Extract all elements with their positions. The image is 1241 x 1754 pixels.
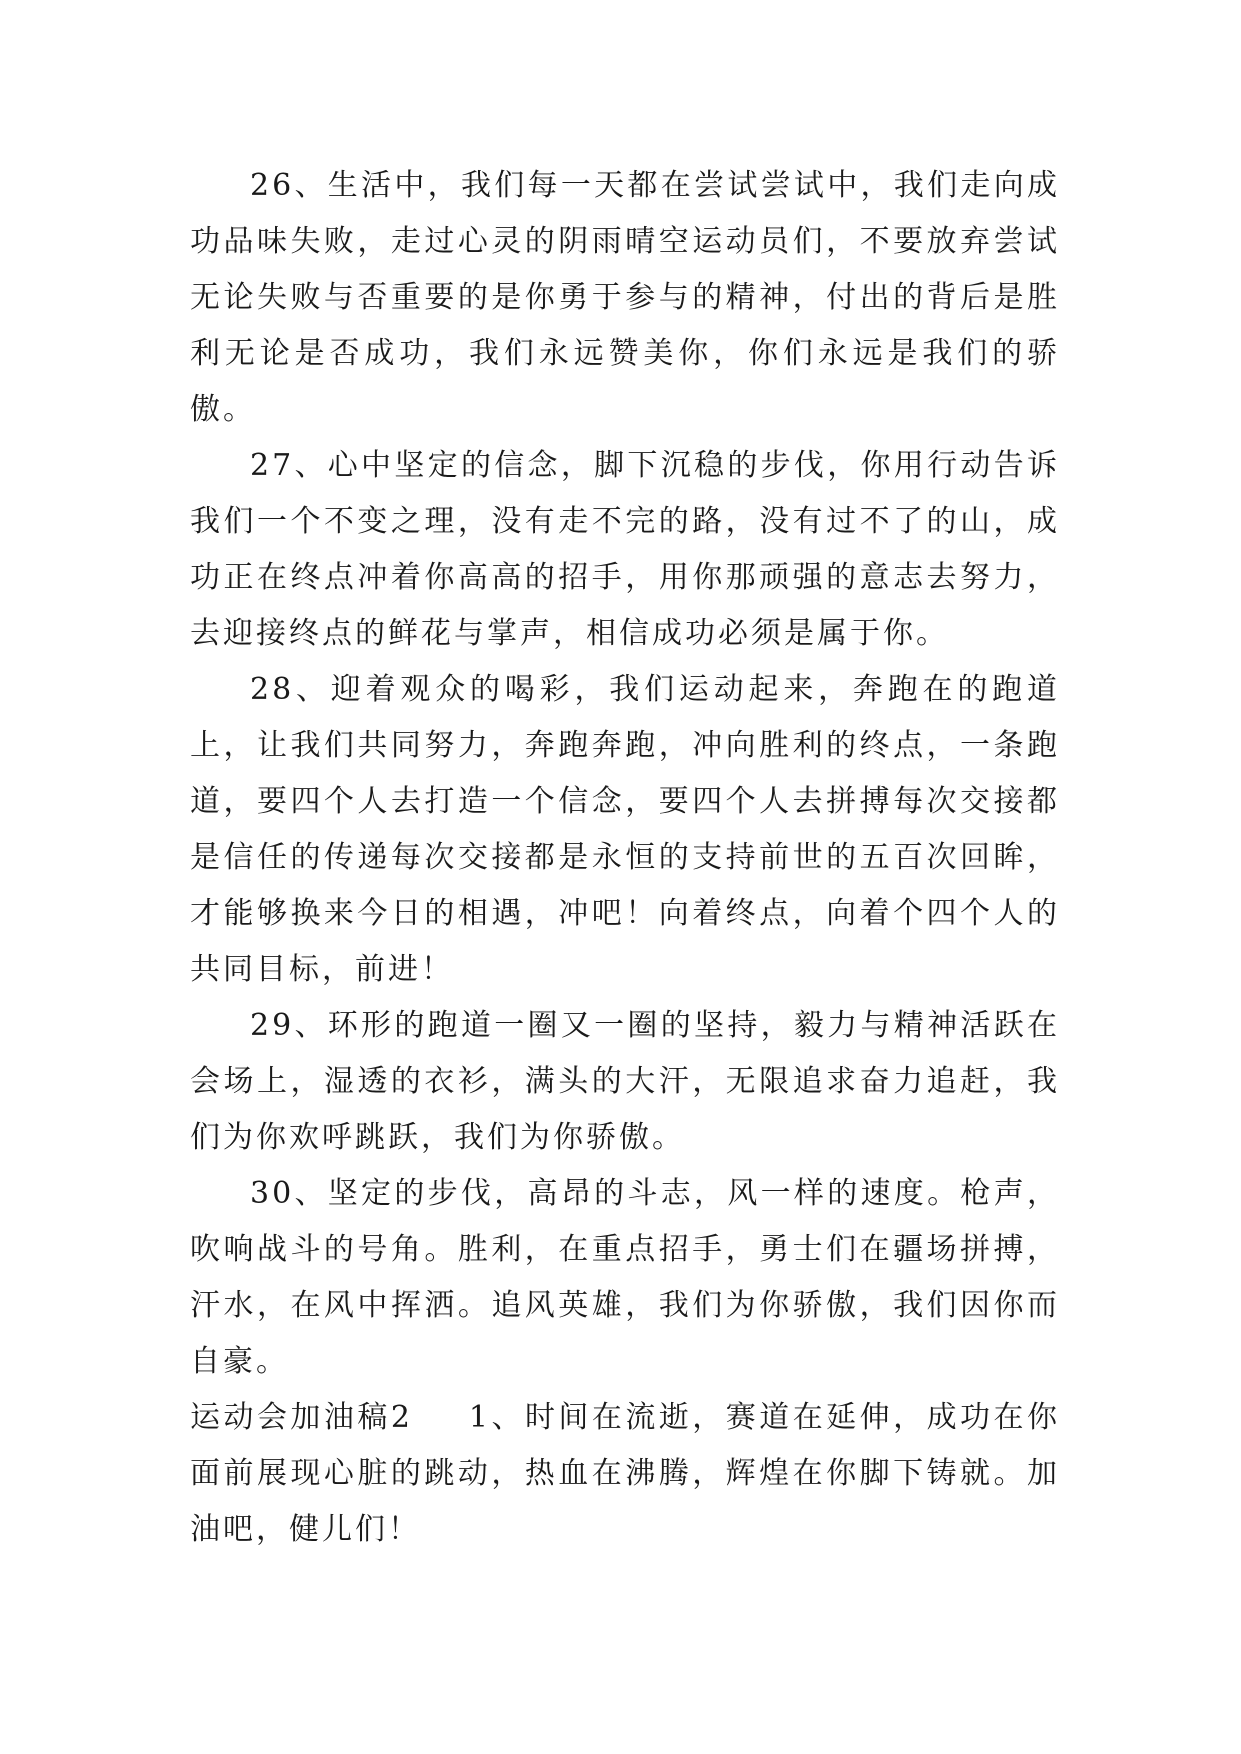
paragraph-30: 30、坚定的步伐，高昂的斗志，风一样的速度。枪声，吹响战斗的号角。胜利，在重点招手，勇士们在疆场拼搏，汗水，在风中挥洒。追风英雄，我们为你骄傲，我们因你而自豪。: [190, 1176, 1060, 1379]
paragraph-27: 27、心中坚定的信念，脚下沉稳的步伐，你用行动告诉我们一个不变之理，没有走不完的路，没有过不了的山，成功正在终点冲着你高高的招手，用你那顽强的意志去努力，去迎接终点的鲜花与掌声，相信成功必须是属于你。: [190, 448, 1060, 651]
section-title: 运动会加油稿2: [190, 1400, 413, 1435]
section-block: [190, 1390, 1060, 1558]
paragraph-29: 29、环形的跑道一圈又一圈的坚持，毅力与精神活跃在会场上，湿透的衣衫，满头的大汗，无限追求奋力追赶，我们为你欢呼跳跃，我们为你骄傲。: [190, 1008, 1060, 1155]
paragraph-26: 26、生活中，我们每一天都在尝试尝试中，我们走向成功品味失败，走过心灵的阴雨晴空运动员们，不要放弃尝试无论失败与否重要的是你勇于参与的精神，付出的背后是胜利无论是否成功，我们永远赞美你，你们永远是我们的骄傲。: [190, 168, 1060, 427]
document-body: [190, 158, 1060, 1558]
paragraph-28: 28、迎着观众的喝彩，我们运动起来，奔跑在的跑道上，让我们共同努力，奔跑奔跑，冲向胜利的终点，一条跑道，要四个人去打造一个信念，要四个人去拼搏每次交接都是信任的传递每次交接都是永恒的支持前世的五百次回眸，才能够换来今日的相遇，冲吧！向着终点，向着个四个人的共同目标，前进！: [190, 672, 1060, 987]
section-first-paragraph: 1、时间在流逝，赛道在延伸，成功在你面前展现心脏的跳动，热血在沸腾，辉煌在你脚下铸就。加油吧，健儿们！: [190, 1400, 1061, 1547]
